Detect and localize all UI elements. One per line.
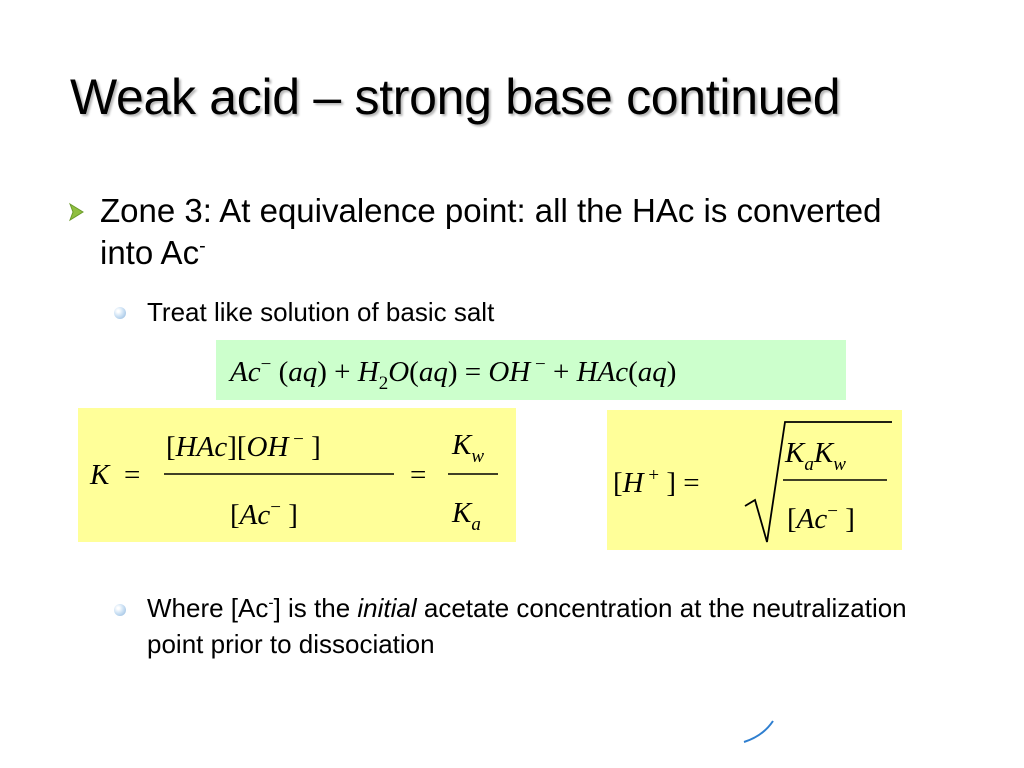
equilibrium-constant-equation bbox=[78, 408, 516, 542]
sub-bullet-where-text: Where [Ac bbox=[147, 593, 269, 623]
slide-title: Weak acid – strong base continued bbox=[70, 69, 841, 125]
sub-bullet-dot-icon bbox=[114, 604, 126, 616]
sub-bullet-is-the-text: ] is the bbox=[273, 593, 358, 623]
svg-text:[H + ] =: [H + ] = bbox=[613, 465, 700, 499]
reaction-equation bbox=[216, 340, 846, 400]
sub-bullet-initial-acetate bbox=[147, 590, 947, 662]
bullet-zone3 bbox=[100, 190, 920, 274]
sub-bullet-basic-salt: Treat like solution of basic salt bbox=[147, 297, 495, 327]
svg-text:=: = bbox=[410, 459, 427, 491]
svg-text:Kw: $K_w$ bbox=[452, 429, 485, 467]
pen-stroke-mark bbox=[738, 716, 778, 746]
reaction-equation-text: Ac− $(aq) + H_2O(aq)$ = OH − + HAc(aq) bbox=[230, 354, 677, 394]
svg-text:=: = bbox=[124, 459, 141, 491]
sub-bullet-rest-text: acetate concentration at the neutralization point prior to dissociation bbox=[147, 593, 907, 659]
svg-text:Ka: $K_a$ bbox=[452, 497, 481, 535]
bullet-zone3-superscript: - bbox=[199, 235, 206, 257]
svg-text:[Ac− ]: [Ac− ] bbox=[787, 501, 855, 535]
sub-bullet-dot-icon bbox=[114, 307, 126, 319]
svg-text:K: K bbox=[90, 459, 110, 491]
svg-text:[HAc][OH − ]: [HAc][OH − ] bbox=[166, 429, 321, 463]
sub-bullet-initial-text: initial bbox=[357, 593, 417, 623]
bullet-zone3-text: Zone 3: At equivalence point: all the HAc is converted into Ac bbox=[100, 192, 882, 271]
svg-text:KaKw: $K_aK_w$ bbox=[785, 437, 846, 475]
sub-bullet-superscript: - bbox=[268, 594, 274, 612]
hydrogen-ion-equation bbox=[607, 410, 902, 550]
svg-text:[Ac− ]: [Ac− ] bbox=[230, 497, 298, 531]
arrow-bullet-icon bbox=[66, 201, 88, 223]
